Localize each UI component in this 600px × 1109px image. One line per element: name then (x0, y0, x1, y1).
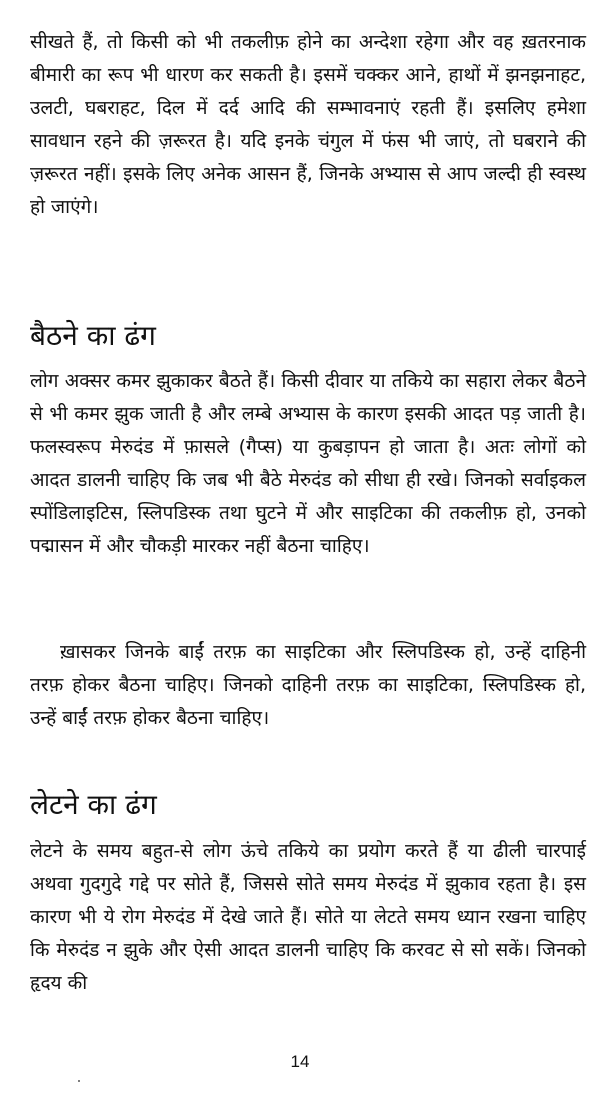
heading-sitting-posture: बैठने का ढंग (30, 319, 156, 352)
lying-paragraph-1: लेटने के समय बहुत-से लोग ऊंचे तकिये का प्रयोग करते हैं या ढीली चारपाई अथवा गुदगुदे गद्दे पर सोते हैं, जिससे सोते समय मेरुदंड में झुकाव रहता है। इस कारण भी ये रोग मेरुदंड में देखे जाते हैं। सोते या लेटते समय ध्यान रखना चाहिए कि मेरुदंड न झुके और ऐसी आदत डालनी चाहिए कि करवट से सो सकें। जिनको हृदय की (30, 840, 586, 994)
page-number: 14 (290, 1052, 310, 1071)
heading-lying-posture: लेटने का ढंग (30, 788, 157, 821)
sitting-paragraph-2: ख़ासकर जिनके बाईं तरफ़ का साइटिका और स्लिपडिस्क हो, उन्हें दाहिनी तरफ़ होकर बैठना चाहिए। जिनको दाहिनी तरफ़ का साइटिका, स्लिपडिस्क हो, उन्हें बाईं तरफ़ होकर बैठना चाहिए। (30, 641, 586, 729)
sitting-paragraph-1: लोग अक्सर कमर झुकाकर बैठते हैं। किसी दीवार या तकिये का सहारा लेकर बैठने से भी कमर झुक जाती है और लम्बे अभ्यास के कारण इसकी आदत पड़ जाती है। फलस्वरूप मेरुदंड में फ़ासले (गैप्स) या कुबड़ापन हो जाता है। अतः लोगों को आदत डालनी चाहिए कि जब भी बैठे मेरुदंड को सीधा ही रखे। जिनको सर्वाइकल स्पोंडिलाइटिस, स्लिपडिस्क तथा घुटने में और साइटिका की तकलीफ़ हो, उनको पद्मासन में और चौकड़ी मारकर नहीं बैठना चाहिए। (30, 370, 586, 557)
scan-speck (78, 1080, 80, 1082)
intro-paragraph: सीखते हैं, तो किसी को भी तकलीफ़ होने का अन्देशा रहेगा और वह ख़तरनाक बीमारी का रूप भी धारण कर सकती है। इसमें चक्कर आने, हाथों में झनझनाहट, उलटी, घबराहट, दिल में दर्द आदि की सम्भावनाएं रहती हैं। इसलिए हमेशा सावधान रहने की ज़रूरत है। यदि इनके चंगुल में फंस भी जाएं, तो घबराने की ज़रूरत नहीं। इसके लिए अनेक आसन हैं, जिनके अभ्यास से आप जल्दी ही स्वस्थ हो जाएंगे। (30, 31, 586, 218)
